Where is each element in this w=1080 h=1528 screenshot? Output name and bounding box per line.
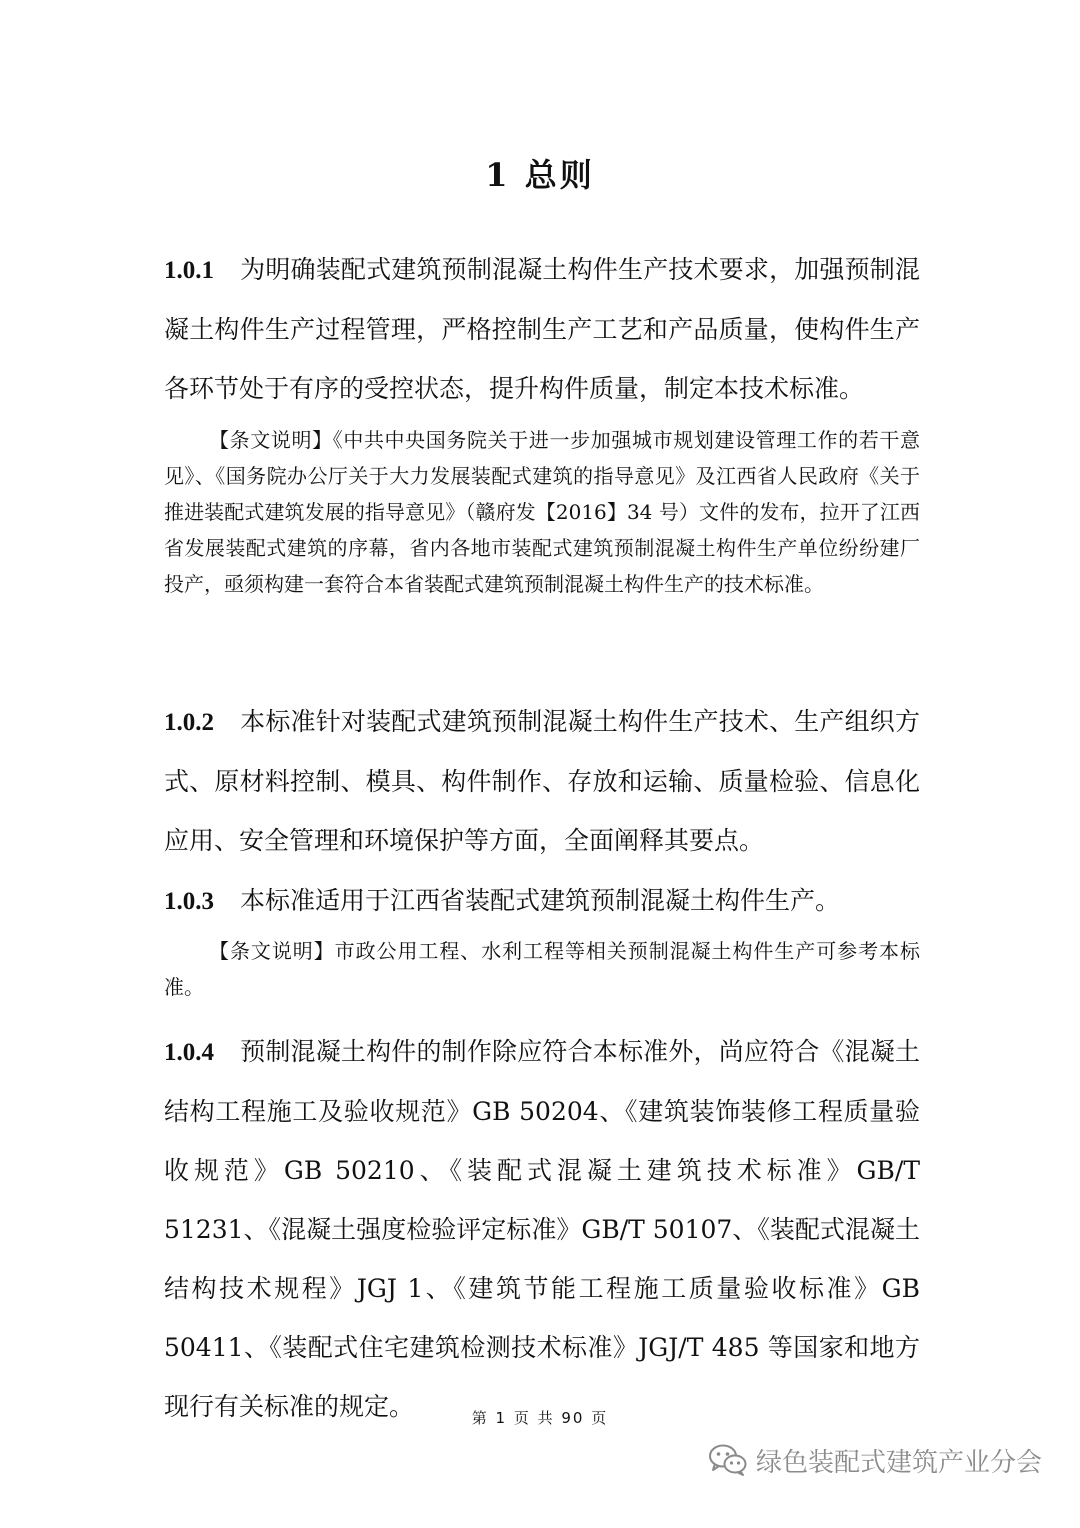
clause-text: 为明确装配式建筑预制混凝土构件生产技术要求，加强预制混凝土构件生产过程管理，严格控制生产工艺和产品质量，使构件生产各环节处于有序的受控状态，提升构件质量，制定本技术标准。 [164,255,920,403]
clause-number: 1.0.1 [164,257,214,284]
clause-1-0-1 [164,240,920,418]
clause-number: 1.0.4 [164,1039,214,1066]
clause-number: 1.0.2 [164,709,214,736]
clause-1-0-2 [164,692,920,870]
clause-text: 本标准适用于江西省装配式建筑预制混凝土构件生产。 [240,886,841,915]
clause-1-0-4 [164,1022,920,1436]
clause-note: 【条文说明】市政公用工程、水利工程等相关预制混凝土构件生产可参考本标准。 [164,939,920,999]
wechat-icon [708,1443,748,1477]
clause-1-0-3 [164,871,920,931]
watermark-text: 绿色装配式建筑产业分会 [756,1447,1043,1478]
clause-note: 【条文说明】《中共中央国务院关于进一步加强城市规划建设管理工作的若干意见》、《国务院办公厅关于大力发展装配式建筑的指导意见》及江西省人民政府《关于推进装配式建筑发展的指导意见》（赣府发【2016】34 号）文件的发布，拉开了江西省发展装配式建筑的序幕，省内各地市装配式建筑预制混凝土构件生产单位纷纷建厂投产，亟须构建一套符合本省装配式建筑预制混凝土构件生产的技术标准。 [164,428,920,596]
page-number: 第 1 页 共 90 页 [471,1409,609,1427]
clause-text: 预制混凝土构件的制作除应符合本标准外，尚应符合《混凝土结构工程施工及验收规范》GB 50204、《建筑装饰装修工程质量验收规范》GB 50210、《装配式混凝土建筑技术标准》GB/T 51231、《混凝土强度检验评定标准》GB/T 50107、《装配式混凝土结构技术规程》JGJ 1、《建筑节能工程施工质量验收标准》GB 50411、《装配式住宅建筑检测技术标准》JGJ/T 485 等国家和地方现行有关标准的规定。 [164,1037,920,1421]
clause-text: 本标准针对装配式建筑预制混凝土构件生产技术、生产组织方式、原材料控制、模具、构件制作、存放和运输、质量检验、信息化应用、安全管理和环境保护等方面，全面阐释其要点。 [164,707,920,855]
clause-number: 1.0.3 [164,888,214,915]
watermark [708,1440,1042,1480]
chapter-title: 1 总则 [485,156,595,194]
